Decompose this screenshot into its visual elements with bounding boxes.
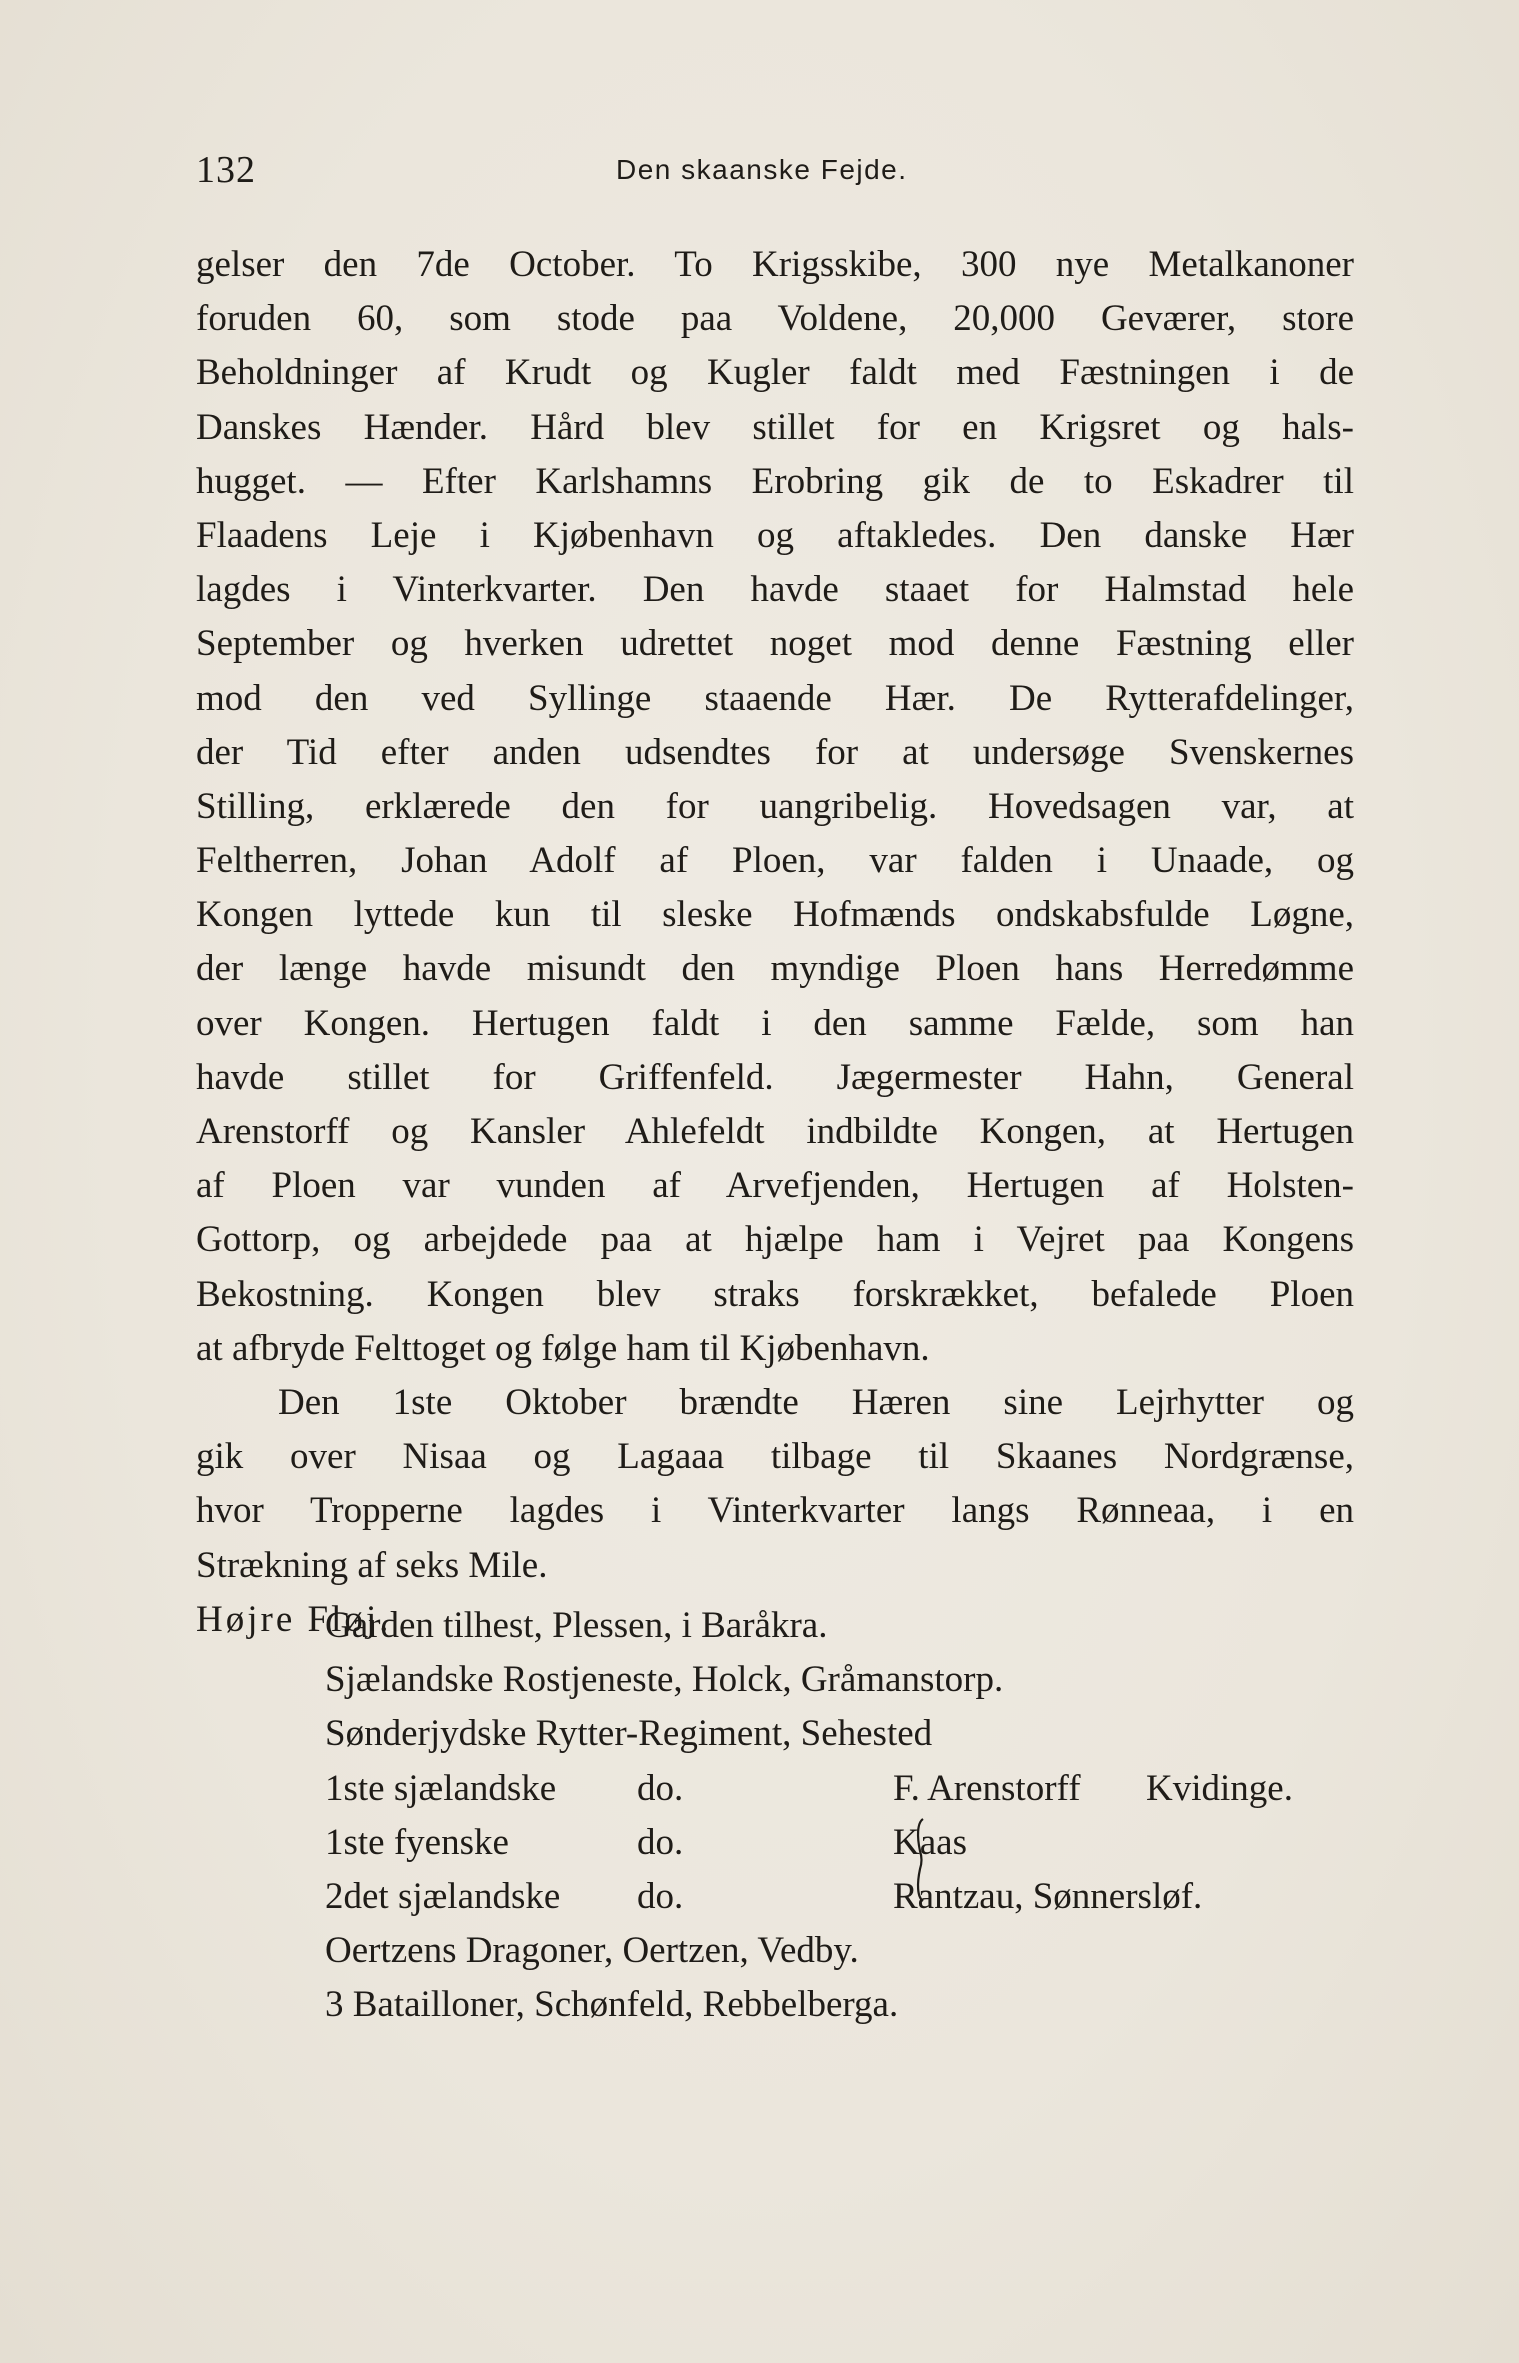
text-line: over Kongen. Hertugen faldt i den samme Fælde, som han [196,1002,1354,1044]
list-item [196,1816,1354,1870]
text-line: Kongen lyttede kun til sleske Hofmænds ondskabsfulde Løgne, [196,894,1354,936]
text-line: af Ploen var vunden af Arvefjenden, Hertugen af Holsten- [196,1165,1354,1207]
text-line: hvor Tropperne lagdes i Vinterkvarter langs Rønneaa, i en [196,1490,1354,1532]
text-line: mod den ved Syllinge staaende Hær. De Rytterafdelinger, [196,677,1354,719]
unit-entry: Garden tilhest, Plessen, i Baråkra. [325,1605,828,1646]
list-item [196,1978,1354,2032]
unit-commander: Kaas [893,1821,967,1863]
text-line: Bekostning. Kongen blev straks forskrækket, befalede Ploen [196,1273,1354,1315]
unit-ditto: do. [637,1821,684,1863]
unit-entry: Sønderjydske Rytter-Regiment, Sehested [325,1713,933,1755]
list-item [196,1599,1354,1653]
unit-name: 1ste fyenske [325,1821,509,1863]
unit-location: Kvidinge. [1146,1767,1293,1809]
text-line: Den 1ste Oktober brændte Hæren sine Lejrhytter og [278,1381,1354,1423]
list-item [196,1653,1354,1707]
text-line: der Tid efter anden udsendtes for at undersøge Svenskernes [196,731,1354,773]
unit-entry: Oertzens Dragoner, Oertzen, Vedby. [325,1930,859,1972]
text-line: Arenstorff og Kansler Ahlefeldt indbildte Kongen, at Hertugen [196,1111,1354,1152]
text-line: Flaadens Leje i Kjøbenhavn og aftakledes. Den danske Hær [196,514,1354,556]
section-heading: Højre Fløj. [196,1598,392,1640]
page-header [196,148,1346,198]
unit-ditto: do. [637,1875,684,1917]
unit-entry: 3 Batailloner, Schønfeld, Rebbelberga. [325,1984,899,2026]
list-item [196,1924,1354,1978]
unit-name: 2det sjælandske [325,1875,561,1917]
text-line: at afbryde Felttoget og følge ham til Kjøbenhavn. [196,1327,930,1369]
text-line: havde stillet for Griffenfeld. Jægermester Hahn, General [196,1056,1354,1098]
text-line: Strækning af seks Mile. [196,1544,548,1586]
text-line: der længe havde misundt den myndige Ploen hans Herredømme [196,948,1354,990]
unit-ditto: do. [637,1767,684,1809]
unit-commander: F. Arenstorff [893,1767,1081,1809]
unit-list [196,1599,1354,2033]
text-line: September og hverken udrettet noget mod denne Fæstning eller [196,623,1354,665]
unit-name: 1ste sjælandske [325,1767,557,1809]
text-line: Stilling, erklærede den for uangribelig. Hovedsagen var, at [196,785,1354,827]
unit-entry: Sjælandske Rostjeneste, Holck, Gråmanstorp. [325,1659,1004,1701]
text-line: Beholdninger af Krudt og Kugler faldt med Fæstningen i de [196,352,1354,394]
list-item [196,1707,1354,1761]
brace-icon [913,1817,927,1903]
text-line: Feltherren, Johan Adolf af Ploen, var falden i Unaade, og [196,840,1354,882]
list-item [196,1870,1354,1924]
text-line: gik over Nisaa og Lagaaa tilbage til Skaanes Nordgrænse, [196,1436,1354,1478]
text-line: foruden 60, som stode paa Voldene, 20,000 Geværer, store [196,298,1354,340]
text-line: hugget. — Efter Karlshamns Erobring gik de to Eskadrer til [196,460,1354,502]
body-text [196,238,1354,1647]
list-item [196,1762,1354,1816]
text-line: gelser den 7de October. To Krigsskibe, 300 nye Metalkanoner [196,244,1354,285]
unit-commander: Rantzau, Sønnersløf. [893,1875,1203,1917]
text-line: Danskes Hænder. Hård blev stillet for en Krigsret og hals- [196,406,1354,448]
running-title: Den skaanske Fejde. [616,154,908,185]
page-number: 132 [196,149,256,191]
text-line: lagdes i Vinterkvarter. Den havde staaet for Halmstad hele [196,569,1354,611]
text-line: Gottorp, og arbejdede paa at hjælpe ham i Vejret paa Kongens [196,1219,1354,1261]
